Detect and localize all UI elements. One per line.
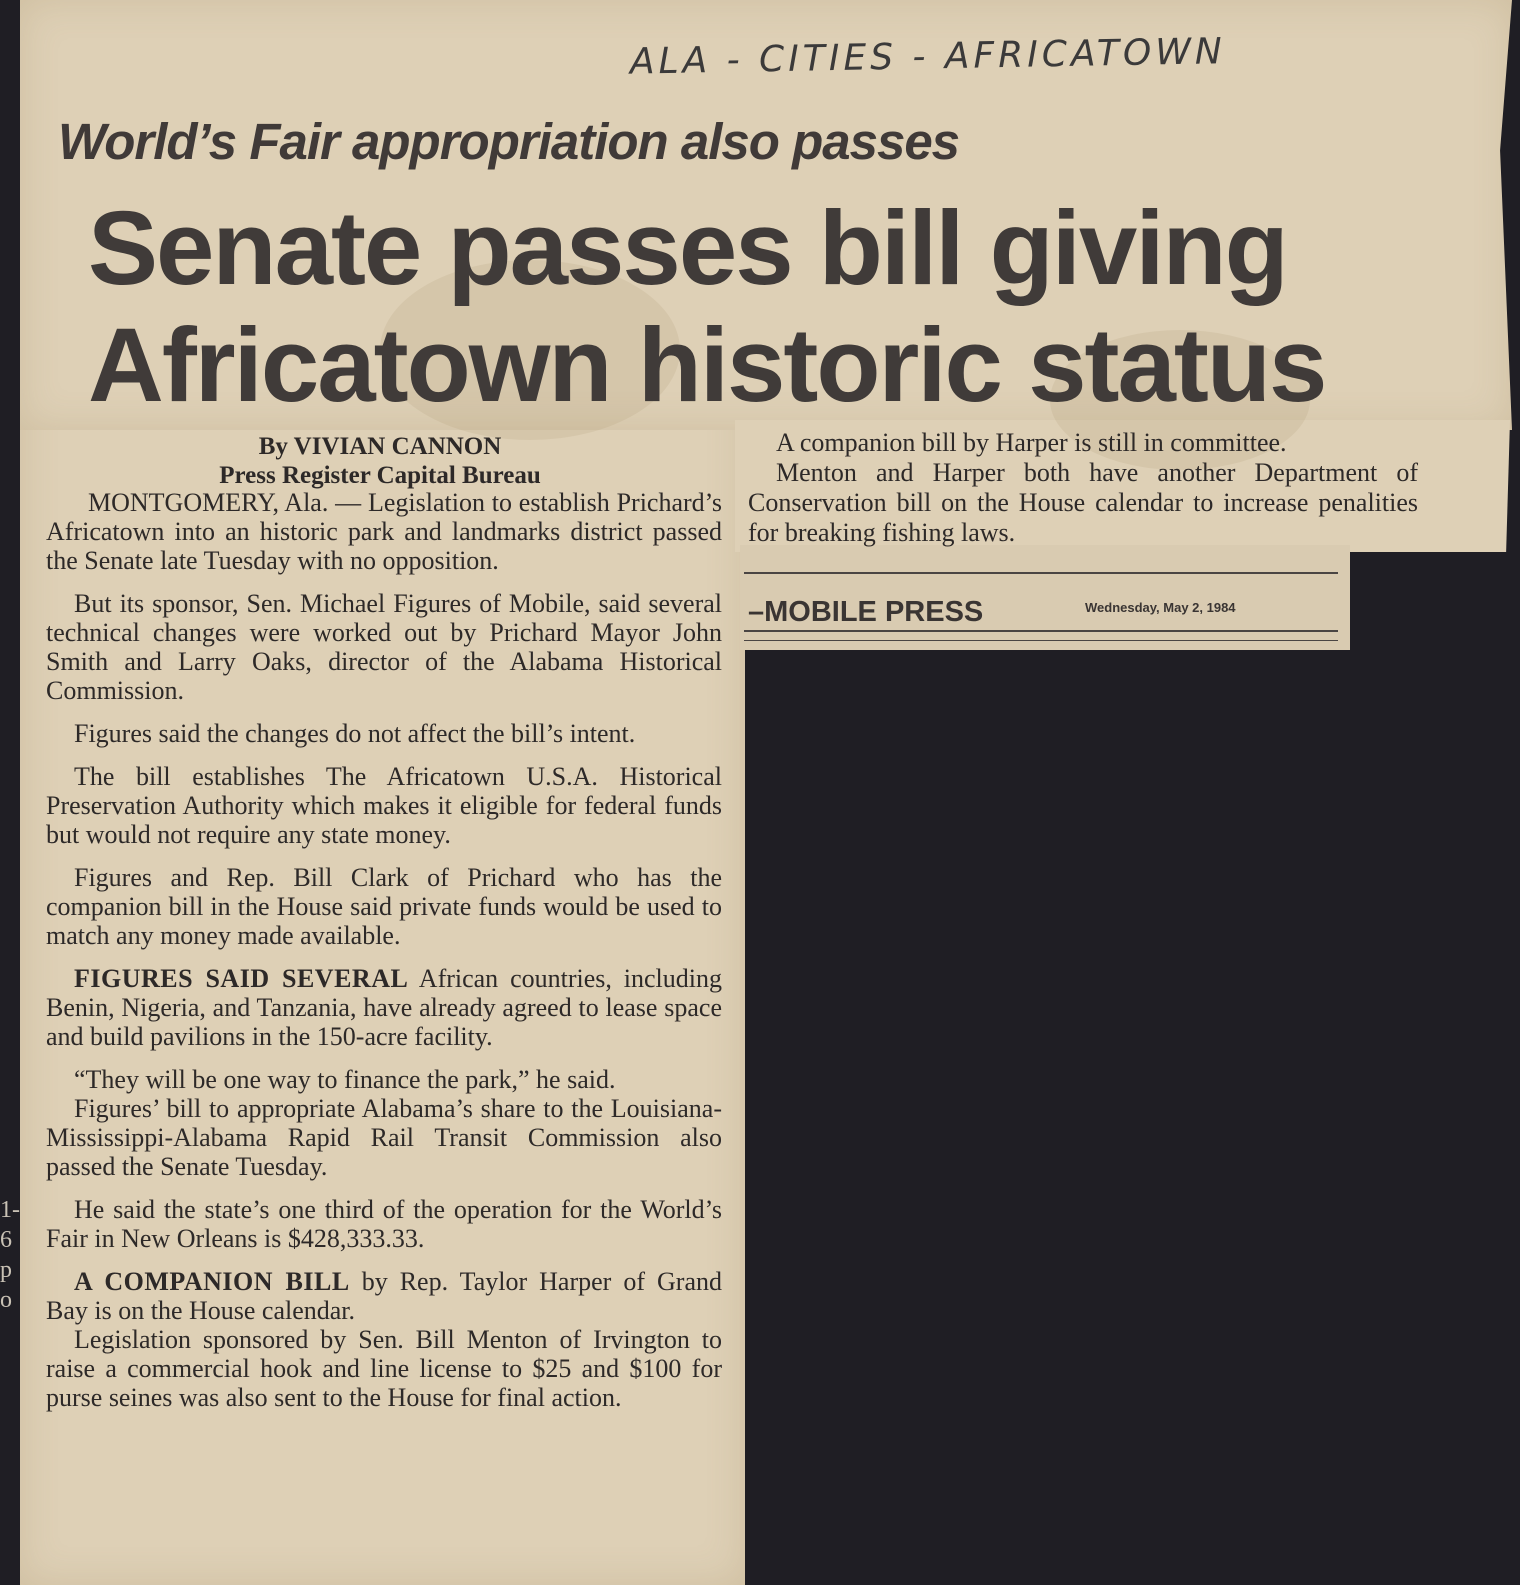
byline-author: By VIVIAN CANNON [258,433,502,460]
paragraph-text: African countries, including Benin, Nigeria, and Tanzania, have already agreed to lease space and build pavilions in the 150-acre facility. [46,964,722,1051]
byline [46,432,714,490]
paragraph: But its sponsor, Sen. Michael Figures of Mobile, said several technical changes were worked out by Prichard Mayor John Smith and Larry Oaks, director of the Alabama Historical Commission. [46,589,722,705]
paragraph: Figures’ bill to appropriate Alabama’s share to the Louisiana-Mississippi-Alabama Rapid Rail Transit Commission also passed the Senate Tuesday. [46,1094,722,1181]
article-kicker: World’s Fair appropriation also passes [58,113,960,170]
headline-line-2: Africatown historic status [88,307,1326,424]
divider-rule [744,572,1338,574]
paragraph: “They will be one way to finance the park,” he said. [74,1065,616,1094]
paragraph: Menton and Harper both have another Department of Conservation bill on the House calendar to increase penalities for breaking fishing laws. [748,458,1418,547]
article-headline [88,190,1468,424]
paragraph: Figures said the changes do not affect the bill’s intent. [74,719,636,748]
subhead-caps: FIGURES SAID SEVERAL [74,964,409,993]
paragraph: The bill establishes The Africatown U.S.A. Historical Preservation Authority which makes it eligible for federal funds but would not require any state money. [46,762,722,849]
paragraph: MONTGOMERY, Ala. — Legislation to establish Prichard’s Africatown into an historic park and landmarks district passed the Senate late Tuesday with no opposition. [46,488,722,575]
paragraph-text: by Rep. Taylor Harper of Grand Bay is on the House calendar. [46,1267,722,1325]
divider-rule [744,640,1338,641]
paragraph: Legislation sponsored by Sen. Bill Menton of Irvington to raise a commercial hook and line license to $25 and $100 for purse seines was also sent to the House for final action. [46,1325,722,1412]
paragraph: Figures and Rep. Bill Clark of Prichard who has the companion bill in the House said private funds would be used to match any money made available. [46,863,722,950]
paragraph: He said the state’s one third of the operation for the World’s Fair in New Orleans is $428,333.33. [46,1195,722,1253]
article-column-1 [46,488,722,1426]
publication-name: –MOBILE PRESS [748,596,984,628]
paragraph: A companion bill by Harper is still in committee. [776,428,1287,457]
paragraph [46,964,722,1051]
divider-rule [744,630,1338,632]
article-column-2 [748,428,1418,562]
byline-desk: Press Register Capital Bureau [219,462,541,489]
paragraph [46,1267,722,1325]
publication-date: Wednesday, May 2, 1984 [1085,600,1236,615]
subhead-caps: A COMPANION BILL [74,1267,350,1296]
handwritten-filing-note: ALA - CITIES - AFRICATOWN [629,31,1227,83]
adjacent-clipping-edge-text: 1- 6 p o [0,1197,20,1313]
headline-line-1: Senate passes bill giving [88,190,1287,307]
